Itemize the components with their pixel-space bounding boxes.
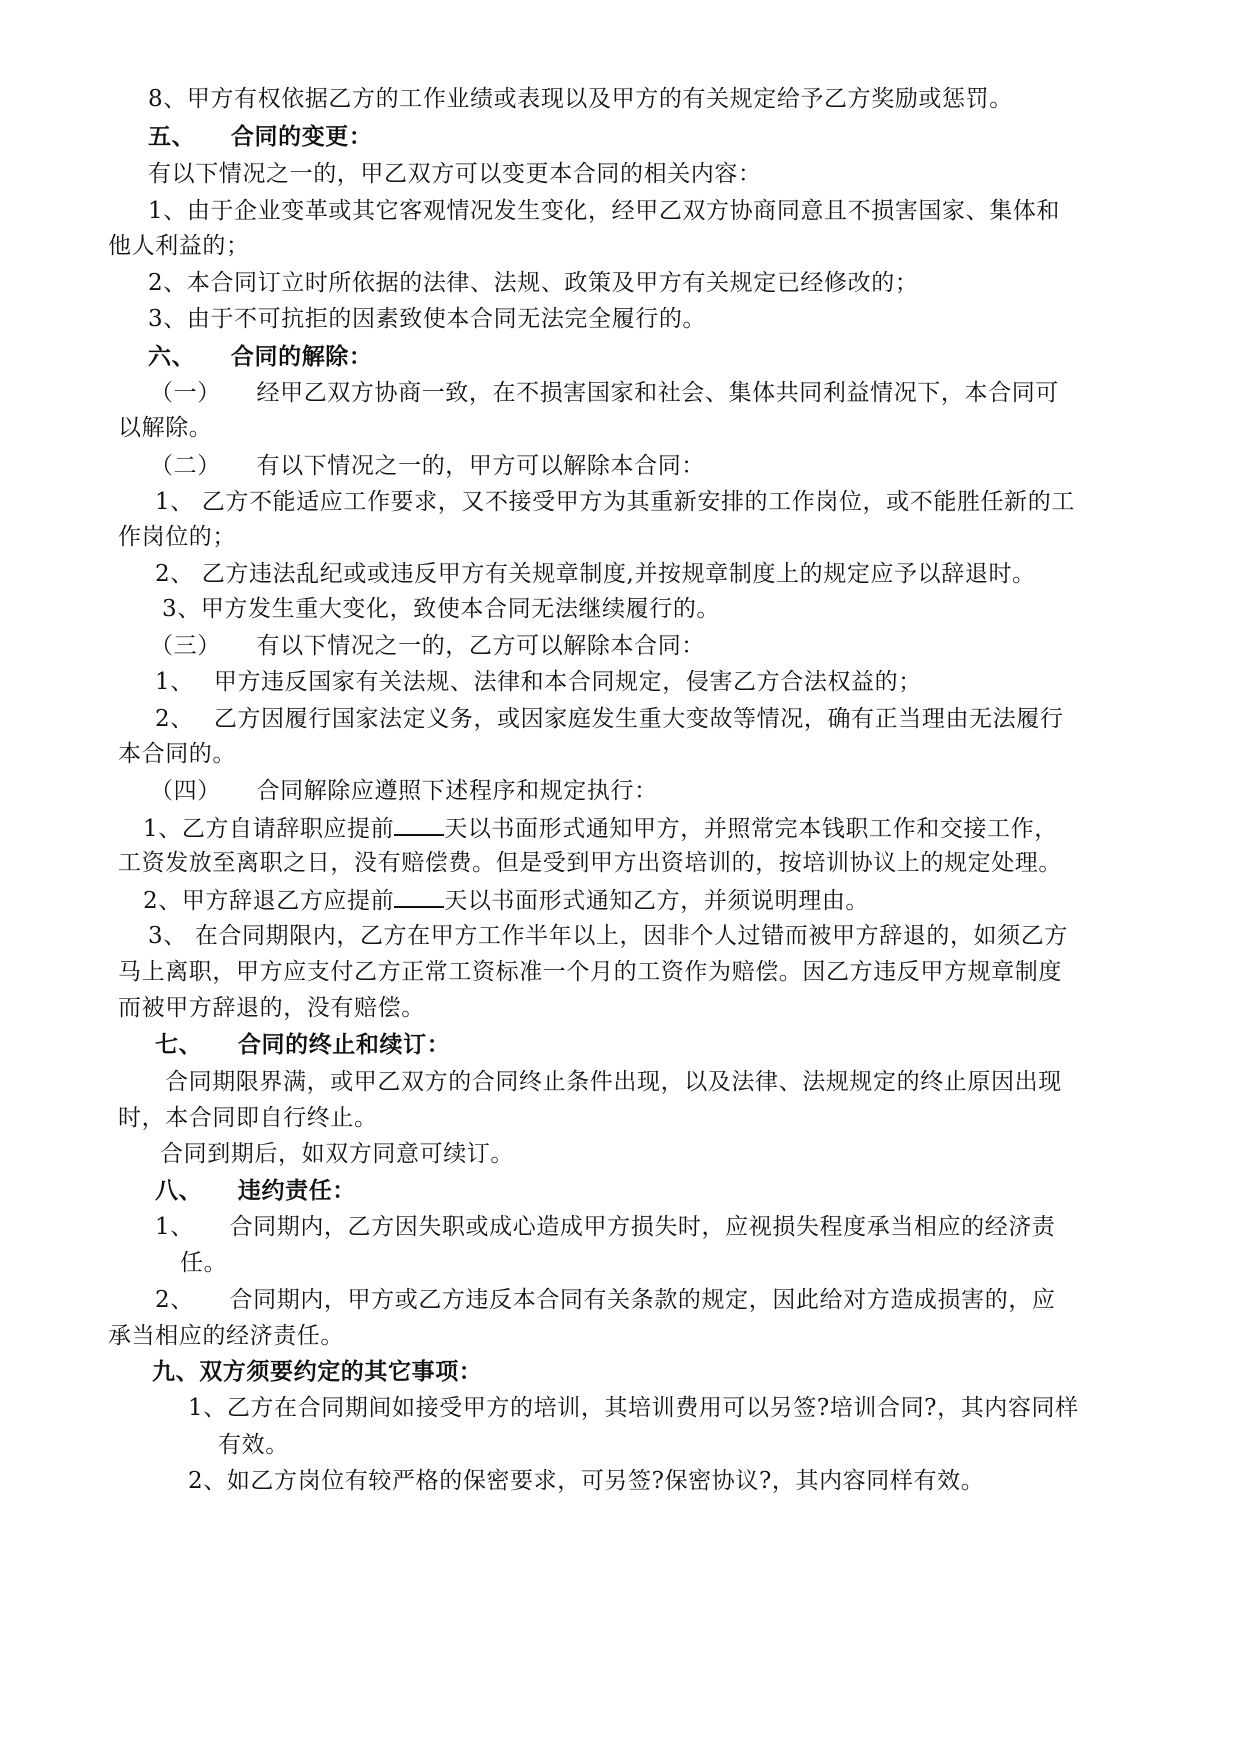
section-6-p3-item2a: 2、 乙方因履行国家法定义务，或因家庭发生重大变故等情况，确有正当理由无法履行: [155, 706, 1064, 732]
section-5-title: 五、 合同的变更：: [148, 123, 373, 150]
section-5-item-3: 3、由于不可抗拒的因素致使本合同无法完全履行的。: [148, 306, 707, 332]
section-7-p1b: 时，本合同即自行终止。: [118, 1105, 378, 1131]
dismissal-notice-days-blank: [394, 884, 444, 908]
section-9-item1a: 1、乙方在合同期间如接受甲方的培训，其培训费用可以另签?培训合同?，其内容同样: [188, 1395, 1079, 1421]
section-6-p4-item3b: 马上离职，甲方应支付乙方正常工资标准一个月的工资作为赔偿。因乙方违反甲方规章制度: [118, 959, 1062, 985]
section-6-p2-item3: 3、甲方发生重大变化，致使本合同无法继续履行的。: [162, 596, 721, 622]
section-5-item-1b: 他人利益的；: [108, 233, 250, 259]
section-6-p4-item3a: 3、 在合同期限内，乙方在甲方工作半年以上，因非个人过错而被甲方辞退的，如须乙方: [148, 923, 1068, 949]
section-5-item-2: 2、本合同订立时所依据的法律、法规、政策及甲方有关规定已经修改的；: [148, 270, 919, 296]
section-6-p4: （四） 合同解除应遵照下述程序和规定执行：: [150, 778, 658, 804]
section-6-p4-item2-post: 天以书面形式通知乙方，并须说明理由。: [444, 888, 870, 914]
section-6-p1b: 以解除。: [118, 415, 213, 441]
section-9-item1b: 有效。: [218, 1432, 289, 1458]
section-6-p4-item2-pre: 2、甲方辞退乙方应提前: [143, 888, 395, 914]
section-8-item1b: 任。: [180, 1250, 228, 1276]
section-6-p2: （二） 有以下情况之一的，甲方可以解除本合同：: [150, 453, 705, 479]
section-7-p1a: 合同期限界满，或甲乙双方的合同终止条件出现，以及法律、法规规定的终止原因出现: [165, 1069, 1062, 1095]
section-6-p3-item1: 1、 甲方违反国家有关法规、法律和本合同规定，侵害乙方合法权益的；: [155, 669, 922, 695]
section-8-title: 八、 违约责任：: [155, 1177, 356, 1204]
section-7-p2: 合同到期后，如双方同意可续订。: [160, 1141, 514, 1167]
section-8-item2b: 承当相应的经济责任。: [108, 1323, 344, 1349]
section-5-intro: 有以下情况之一的，甲乙双方可以变更本合同的相关内容：: [148, 161, 762, 187]
section-8-item2a: 2、 合同期内，甲方或乙方违反本合同有关条款的规定，因此给对方造成损害的，应: [155, 1287, 1056, 1313]
section-9-item2: 2、如乙方岗位有较严格的保密要求，可另签?保密协议?，其内容同样有效。: [188, 1468, 985, 1494]
clause-8: 8、甲方有权依据乙方的工作业绩或表现以及甲方的有关规定给予乙方奖励或惩罚。: [148, 86, 1013, 112]
section-7-title: 七、 合同的终止和续订：: [155, 1031, 451, 1058]
section-6-p2-item2: 2、 乙方违法乱纪或或违反甲方有关规章制度,并按规章制度上的规定应予以辞退时。: [155, 561, 1036, 587]
section-6-p4-item1b: 工资发放至离职之日，没有赔偿费。但是受到甲方出资培训的，按培训协议上的规定处理。: [118, 850, 1062, 876]
section-6-p3-item2b: 本合同的。: [118, 741, 236, 767]
section-5-item-1a: 1、由于企业变革或其它客观情况发生变化，经甲乙双方协商同意且不损害国家、集体和: [148, 198, 1061, 224]
section-6-p2-item1a: 1、 乙方不能适应工作要求，又不接受甲方为其重新安排的工作岗位，或不能胜任新的工: [155, 489, 1075, 515]
section-6-p4-item1-pre: 1、乙方自请辞职应提前: [143, 816, 395, 842]
section-6-p4-item3c: 而被甲方辞退的，没有赔偿。: [118, 995, 425, 1021]
section-6-p3: （三） 有以下情况之一的，乙方可以解除本合同：: [150, 633, 705, 659]
section-6-p4-item2: [143, 884, 869, 914]
section-6-title: 六、 合同的解除：: [148, 343, 373, 370]
section-6-p4-item1-post: 天以书面形式通知甲方，并照常完本钱职工作和交接工作，: [444, 816, 1058, 842]
resignation-notice-days-blank: [394, 812, 444, 836]
section-6-p1a: （一） 经甲乙双方协商一致，在不损害国家和社会、集体共同利益情况下，本合同可: [150, 380, 1059, 406]
section-6-p4-item1a: [143, 812, 1058, 842]
section-9-title: 九、双方须要约定的其它事项：: [152, 1358, 483, 1385]
section-8-item1a: 1、 合同期内，乙方因失职或成心造成甲方损失时，应视损失程度承当相应的经济责: [155, 1214, 1056, 1240]
section-6-p2-item1b: 作岗位的；: [118, 524, 236, 550]
